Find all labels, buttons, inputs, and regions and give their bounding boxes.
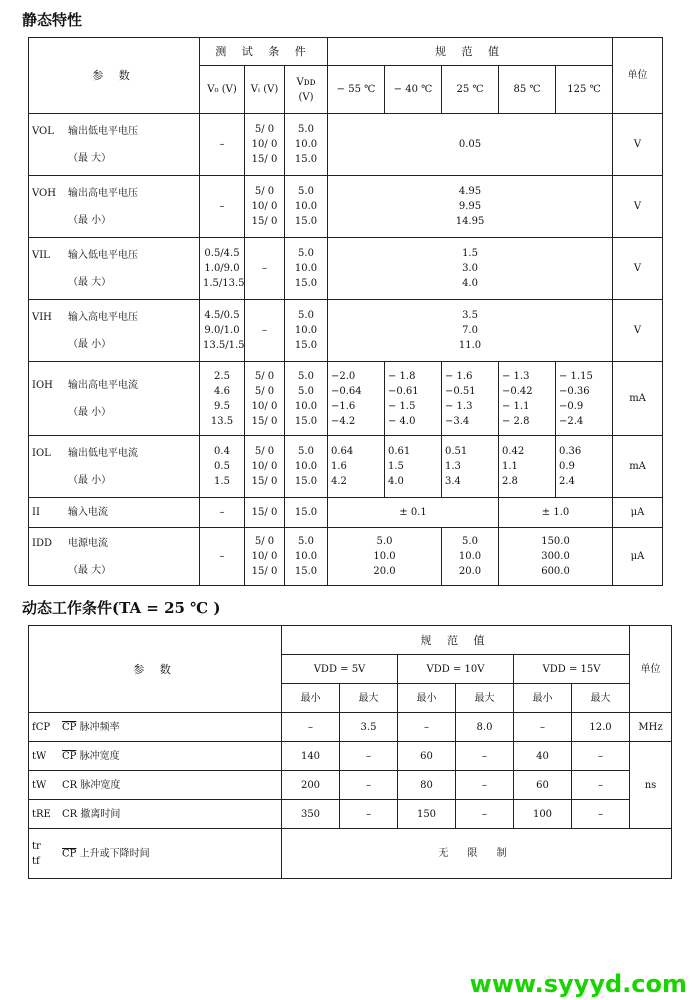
vi-cell-line: 10/ 0: [251, 139, 278, 150]
param-cell: [29, 829, 282, 879]
value-cell: 40: [514, 742, 572, 771]
vdd-cell: [285, 436, 328, 498]
spec-header: 规 范 值: [328, 38, 613, 66]
spec-cell-line: −2.0: [331, 370, 356, 382]
spec-cell-line: 1.6: [331, 461, 347, 472]
unit-cell: mA: [613, 362, 663, 436]
vo-cell: [200, 300, 245, 362]
value-cell: 150: [398, 800, 456, 829]
vo-cell-line: 0.4: [214, 446, 230, 457]
param-name: 输出低电平电流: [68, 447, 138, 459]
table-row: [29, 114, 663, 176]
vi-cell-line: 15/ 0: [251, 507, 278, 518]
unit-header: 单位: [613, 38, 663, 114]
value-cell: –: [340, 771, 398, 800]
vdd-cell-line: 5.0: [298, 536, 314, 547]
spec-cell: [328, 528, 442, 586]
vdd-cell-line: 10.0: [294, 461, 318, 472]
param-name: 上升或下降时间: [79, 848, 150, 859]
vi-cell: [245, 362, 285, 436]
max-header: 最大: [572, 684, 630, 713]
value-cell: 8.0: [456, 713, 514, 742]
param-line: [32, 248, 196, 263]
value-cell: –: [456, 771, 514, 800]
spec-cell: [328, 436, 385, 498]
param-qualifier: （最 大）: [68, 276, 112, 288]
spec-cell: [328, 362, 385, 436]
vo-cell-line: 0.5: [214, 461, 230, 472]
param-qualifier: （最 小）: [68, 338, 112, 350]
vdd-cell: [285, 238, 328, 300]
spec-cell-line: 0.64: [331, 446, 354, 457]
vo-cell-line: 9.5: [214, 400, 230, 412]
vdd-cell: [285, 300, 328, 362]
vdd-cell-line: 5.0: [298, 248, 314, 259]
param-line: [32, 124, 196, 139]
spec-cell-line: 10.0: [373, 551, 396, 562]
max-header: 最大: [456, 684, 514, 713]
vdd-header: Vᴅᴅ (V): [285, 66, 328, 114]
vo-cell-line: 13.5: [210, 415, 234, 427]
vi-cell-line: 15/ 0: [251, 154, 278, 165]
spec-cell: [442, 528, 499, 586]
spec-cell-line: 3.0: [462, 263, 478, 274]
value-cell: –: [398, 713, 456, 742]
spec-cell: [499, 528, 613, 586]
spec-cell-line: −0.64: [331, 385, 362, 397]
param-line: [32, 186, 196, 201]
vi-cell-line: 15/ 0: [251, 415, 278, 427]
spec-cell-line: − 1.8: [388, 370, 416, 382]
vo-cell: [200, 498, 245, 528]
table-row: [29, 742, 672, 771]
vdd-cell-line: 10.0: [294, 263, 318, 274]
vo-cell: [200, 114, 245, 176]
param-symbol: VOH: [32, 187, 56, 199]
param-qualifier: （最 小）: [68, 474, 112, 486]
spec-cell: [328, 176, 613, 238]
param-cell: [29, 498, 200, 528]
vo-cell-line: –: [219, 139, 225, 150]
spec-cell-line: −0.36: [559, 385, 590, 397]
test-conditions-header: 测 试 条 件: [200, 38, 328, 66]
unit-cell: V: [613, 176, 663, 238]
spec-cell-line: 0.05: [458, 139, 482, 150]
param-qualifier: （最 大）: [68, 564, 112, 576]
spec-cell-line: 4.0: [462, 278, 478, 289]
vi-cell: [245, 238, 285, 300]
vo-cell-line: 13.5/1.5: [203, 340, 245, 351]
vdd-cell-line: 15.0: [294, 340, 318, 351]
param-symbol: VIL: [32, 249, 50, 261]
value-cell: 无 限 制: [282, 829, 672, 879]
vdd-cell-line: 15.0: [294, 507, 318, 518]
vdd-group-header: VDD = 10V: [398, 655, 514, 684]
value-cell: –: [340, 800, 398, 829]
table-row: [29, 176, 663, 238]
table-row: [29, 238, 663, 300]
spec-cell: [328, 498, 499, 528]
param-name-overline: $\overline{CP}$: [62, 750, 77, 762]
spec-cell-line: − 1.15: [559, 370, 593, 382]
spec-cell-line: 0.61: [388, 446, 411, 457]
param-cell: [29, 528, 200, 586]
vo-cell-line: 1.5/13.5: [203, 278, 245, 289]
param-line: [32, 536, 196, 551]
unit-cell: ns: [630, 742, 672, 829]
unit-cell: mA: [613, 436, 663, 498]
spec-cell: [442, 436, 499, 498]
spec-cell: [328, 300, 613, 362]
temp-header: 125 ℃: [556, 66, 613, 114]
vdd-cell-line: 15.0: [294, 415, 318, 427]
vi-cell-line: –: [262, 325, 267, 336]
unit-cell: μA: [613, 498, 663, 528]
spec-cell-line: 20.0: [373, 566, 396, 577]
param-line: [32, 446, 196, 461]
spec-cell-line: − 1.6: [445, 370, 473, 382]
unit-cell: V: [613, 238, 663, 300]
spec-cell-line: ± 0.1: [399, 507, 427, 518]
spec-cell-line: −4.2: [331, 415, 356, 427]
param-symbol: IOL: [32, 447, 51, 459]
static-characteristics-table: [28, 37, 663, 586]
vdd-cell-line: 5.0: [298, 370, 314, 382]
param-symbol: tf: [32, 855, 40, 867]
vdd-cell: [285, 176, 328, 238]
spec-cell-line: 0.36: [559, 446, 582, 457]
spec-cell: [385, 362, 442, 436]
value-cell: 200: [282, 771, 340, 800]
spec-cell: [556, 436, 613, 498]
param-qualifier: （最 大）: [68, 152, 112, 164]
temp-header: − 40 ℃: [385, 66, 442, 114]
value-cell: 60: [398, 742, 456, 771]
spec-cell-line: 2.8: [502, 476, 518, 487]
spec-cell: [385, 436, 442, 498]
param-cell: [29, 436, 200, 498]
param-cell: [29, 176, 200, 238]
unit-cell: V: [613, 300, 663, 362]
vi-cell-line: –: [262, 263, 267, 274]
value-cell: 350: [282, 800, 340, 829]
vi-cell-line: 15/ 0: [251, 566, 278, 577]
vo-cell-line: –: [219, 507, 225, 518]
vdd-cell-line: 5.0: [298, 186, 314, 197]
vi-cell-line: 5/ 0: [254, 536, 275, 547]
param-name: 输出高电平电压: [68, 187, 138, 199]
param-symbol: tr: [32, 840, 41, 852]
vo-cell-line: 9.0/1.0: [204, 325, 240, 336]
spec-cell-line: − 1.1: [502, 400, 530, 412]
param-symbol: tW: [32, 779, 47, 791]
vi-cell: [245, 436, 285, 498]
spec-cell-line: 0.42: [502, 446, 525, 457]
spec-cell: [556, 362, 613, 436]
vi-cell: [245, 114, 285, 176]
vdd-cell-line: 10.0: [294, 201, 318, 212]
spec-cell-line: −0.61: [388, 385, 419, 397]
value-cell: 3.5: [340, 713, 398, 742]
spec-cell-line: 11.0: [458, 340, 482, 351]
spec-cell-line: −1.6: [331, 400, 356, 412]
vdd-cell-line: 15.0: [294, 566, 318, 577]
param-symbol: VOL: [32, 125, 54, 137]
vi-cell: [245, 498, 285, 528]
vdd-cell: [285, 362, 328, 436]
vi-cell-line: 10/ 0: [251, 400, 278, 412]
spec-cell: [442, 362, 499, 436]
param-qualifier: （最 小）: [68, 406, 112, 418]
table-row: [29, 800, 672, 829]
table-row: [29, 362, 663, 436]
table-row: [29, 771, 672, 800]
unit-cell: MHz: [630, 713, 672, 742]
param-cell: [29, 362, 200, 436]
value-cell: 12.0: [572, 713, 630, 742]
vdd-cell-line: 15.0: [294, 216, 318, 227]
spec-cell: [328, 238, 613, 300]
value-cell: 100: [514, 800, 572, 829]
vi-cell: [245, 528, 285, 586]
vo-cell-line: –: [219, 551, 225, 562]
vdd-cell-line: 10.0: [294, 400, 318, 412]
max-header: 最大: [340, 684, 398, 713]
temp-header: − 55 ℃: [328, 66, 385, 114]
vi-cell-line: 10/ 0: [251, 461, 278, 472]
vdd-cell: [285, 114, 328, 176]
table-row: [29, 436, 663, 498]
param-cell: [29, 713, 282, 742]
spec-cell-line: 1.1: [502, 461, 518, 472]
spec-cell: [499, 498, 613, 528]
vdd-cell: [285, 498, 328, 528]
spec-cell: [499, 362, 556, 436]
param-line: [32, 505, 196, 520]
param-symbol: tRE: [32, 808, 51, 820]
value-cell: 140: [282, 742, 340, 771]
vo-cell: [200, 436, 245, 498]
value-cell: –: [340, 742, 398, 771]
vdd-cell: [285, 528, 328, 586]
vi-cell-line: 10/ 0: [251, 551, 278, 562]
vdd-cell-line: 5.0: [298, 385, 314, 397]
table-row: [29, 713, 672, 742]
param-name: 输入低电平电压: [68, 249, 138, 261]
vo-cell-line: –: [219, 201, 225, 212]
value-cell: –: [572, 800, 630, 829]
spec-cell: [328, 114, 613, 176]
param-cell: [29, 742, 282, 771]
spec-cell-line: 3.5: [462, 310, 478, 321]
param-name: 输入电流: [68, 507, 108, 518]
param-name: 电源电流: [68, 537, 108, 549]
spec-cell-line: −2.4: [559, 415, 584, 427]
temp-header: 25 ℃: [442, 66, 499, 114]
spec-cell-line: − 1.3: [502, 370, 530, 382]
vdd-cell-line: 10.0: [294, 325, 318, 336]
spec-cell-line: 4.2: [331, 476, 347, 487]
vi-cell-line: 5/ 0: [254, 186, 275, 197]
param-name: 脉冲频率: [79, 721, 120, 733]
vo-cell: [200, 528, 245, 586]
table-row: [29, 300, 663, 362]
min-header: 最小: [514, 684, 572, 713]
static-characteristics-title: 静态特性: [22, 11, 83, 29]
spec-cell-line: 1.3: [445, 461, 461, 472]
param-cell: [29, 300, 200, 362]
spec-cell-line: − 1.5: [388, 400, 416, 412]
dynamic-conditions-table: [28, 625, 672, 879]
vo-cell-line: 4.6: [214, 385, 230, 397]
spec-cell-line: 150.0: [541, 536, 570, 547]
spec-cell-line: 9.95: [458, 201, 482, 212]
vi-cell-line: 10/ 0: [251, 201, 278, 212]
min-header: 最小: [282, 684, 340, 713]
vdd-cell-line: 15.0: [294, 154, 318, 165]
spec-cell-line: 20.0: [458, 566, 482, 577]
param-symbol: IOH: [32, 379, 53, 391]
spec-cell-line: 300.0: [541, 551, 570, 562]
param-name: 输出高电平电流: [68, 379, 138, 391]
unit-cell: μA: [613, 528, 663, 586]
param-qualifier: （最 小）: [68, 214, 112, 226]
param-name: CR 撤离时间: [62, 808, 121, 820]
vi-cell-line: 5/ 0: [254, 385, 275, 397]
unit-cell: V: [613, 114, 663, 176]
dynamic-conditions-title: 动态工作条件(TA = 25 ℃ ): [22, 599, 221, 617]
param-name-overline: $\overline{CP}$: [62, 721, 77, 733]
dyn-spec-header: 规 范 值: [282, 626, 630, 655]
param-symbol: fCP: [32, 721, 51, 733]
vdd-cell-line: 15.0: [294, 476, 318, 487]
vdd-cell-line: 10.0: [294, 551, 318, 562]
spec-cell: [499, 436, 556, 498]
value-cell: –: [572, 742, 630, 771]
vo-header: V₀ (V): [200, 66, 245, 114]
spec-cell-line: − 1.3: [445, 400, 473, 412]
param-name: 脉冲宽度: [79, 750, 120, 762]
vi-cell: [245, 176, 285, 238]
param-line: [32, 310, 196, 325]
dyn-param-header: 参 数: [29, 626, 282, 713]
vi-cell-line: 5/ 0: [254, 124, 275, 135]
spec-cell-line: − 4.0: [388, 415, 416, 427]
spec-cell-line: 2.4: [559, 476, 575, 487]
param-symbol: tW: [32, 750, 47, 762]
value-cell: –: [572, 771, 630, 800]
param-cell: [29, 238, 200, 300]
spec-cell-line: ± 1.0: [541, 507, 570, 518]
value-cell: 80: [398, 771, 456, 800]
param-line: [32, 378, 196, 393]
vo-cell: [200, 238, 245, 300]
vo-cell: [200, 176, 245, 238]
vdd-cell-line: 5.0: [298, 446, 314, 457]
table-row: [29, 528, 663, 586]
spec-cell-line: 7.0: [462, 325, 478, 336]
vdd-cell-line: 5.0: [298, 124, 314, 135]
spec-cell-line: 0.51: [445, 446, 468, 457]
param-cell: [29, 771, 282, 800]
value-cell: –: [514, 713, 572, 742]
param-symbols: [32, 839, 62, 869]
spec-cell-line: −3.4: [445, 415, 470, 427]
param-name-overline: $\overline{CP}$: [62, 848, 77, 859]
spec-cell-line: 5.0: [462, 536, 478, 547]
vo-cell: [200, 362, 245, 436]
vi-cell: [245, 300, 285, 362]
value-cell: –: [456, 800, 514, 829]
site-watermark: www.syyyd.com: [469, 970, 687, 998]
vi-cell-line: 15/ 0: [251, 216, 278, 227]
value-cell: 60: [514, 771, 572, 800]
param-symbol: II: [32, 507, 40, 518]
vdd-cell-line: 5.0: [298, 310, 314, 321]
vdd-cell-line: 10.0: [294, 139, 318, 150]
vi-cell-line: 5/ 0: [254, 446, 275, 457]
spec-cell-line: 10.0: [458, 551, 482, 562]
table-row: [29, 498, 663, 528]
spec-cell-line: −0.9: [559, 400, 584, 412]
spec-cell-line: 600.0: [541, 566, 570, 577]
param-name: 输入高电平电压: [68, 311, 138, 323]
param-symbol: IDD: [32, 537, 52, 549]
spec-cell-line: − 2.8: [502, 415, 530, 427]
spec-cell-line: 0.9: [559, 461, 575, 472]
value-cell: –: [282, 713, 340, 742]
vdd-group-header: VDD = 5V: [282, 655, 398, 684]
vo-cell-line: 4.5/0.5: [204, 310, 240, 321]
vi-header: Vᵢ (V): [245, 66, 285, 114]
table-row: [29, 829, 672, 879]
spec-cell-line: 14.95: [455, 216, 485, 227]
min-header: 最小: [398, 684, 456, 713]
vo-cell-line: 0.5/4.5: [204, 248, 240, 259]
value-cell: –: [456, 742, 514, 771]
param-name: CR 脉冲宽度: [62, 779, 121, 791]
param-name: 输出低电平电压: [68, 125, 138, 137]
vdd-group-header: VDD = 15V: [514, 655, 630, 684]
spec-cell-line: 4.95: [458, 186, 482, 197]
param-symbol: VIH: [32, 311, 52, 323]
vi-cell-line: 5/ 0: [254, 370, 275, 382]
spec-cell-line: 1.5: [388, 461, 404, 472]
vo-cell-line: 2.5: [214, 370, 230, 382]
spec-cell-line: 1.5: [462, 248, 478, 259]
spec-cell-line: −0.42: [502, 385, 533, 397]
vo-cell-line: 1.5: [214, 476, 230, 487]
vdd-cell-line: 15.0: [294, 278, 318, 289]
temp-header: 85 ℃: [499, 66, 556, 114]
vi-cell-line: 15/ 0: [251, 476, 278, 487]
dyn-unit-header: 单位: [630, 626, 672, 713]
spec-cell-line: −0.51: [445, 385, 476, 397]
spec-cell-line: 3.4: [445, 476, 461, 487]
param-cell: [29, 114, 200, 176]
param-header: 参 数: [29, 38, 200, 114]
spec-cell-line: 5.0: [376, 536, 393, 547]
param-cell: [29, 800, 282, 829]
vo-cell-line: 1.0/9.0: [204, 263, 240, 274]
spec-cell-line: 4.0: [388, 476, 404, 487]
